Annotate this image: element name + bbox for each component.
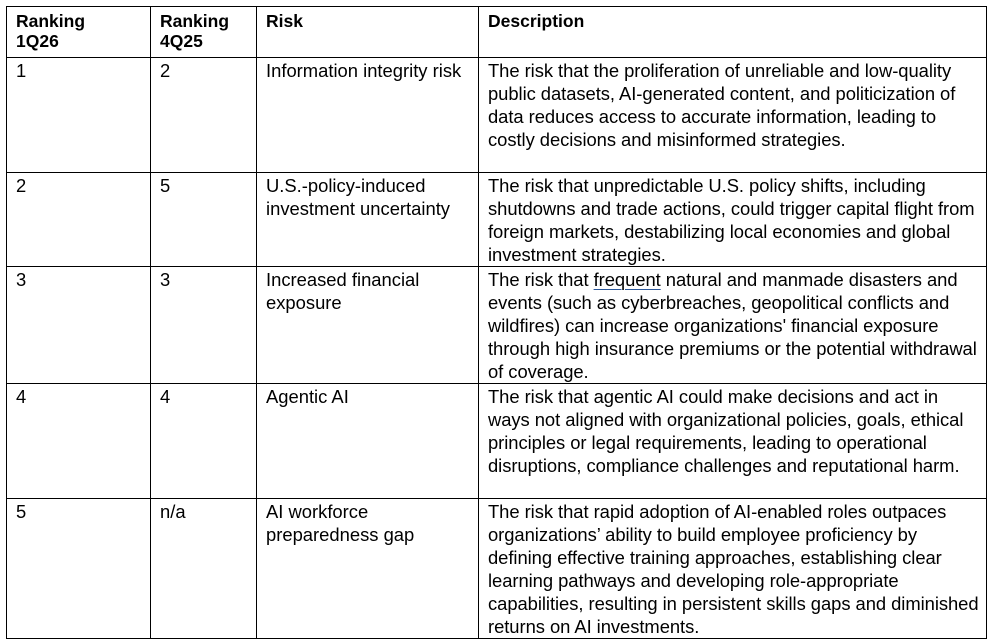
cell-ranking-current: 4 bbox=[7, 384, 151, 499]
header-risk: Risk bbox=[257, 7, 479, 58]
table-row bbox=[7, 499, 987, 639]
cell-ranking-current: 2 bbox=[7, 173, 151, 267]
table-row bbox=[7, 267, 987, 384]
table-row bbox=[7, 384, 987, 499]
table-row bbox=[7, 58, 987, 173]
cell-ranking-previous: 3 bbox=[151, 267, 257, 384]
header-description: Description bbox=[479, 7, 987, 58]
cell-risk: U.S.-policy-induced investment uncertainty bbox=[257, 173, 479, 267]
header-ranking-previous-line2: 4Q25 bbox=[160, 31, 203, 51]
description-text-after: natural and manmade disasters and events (such as cyberbreaches, geopolitical conflicts and wildfires) can increase organizations' financial exposure through high insurance premiums or the potential withdrawal of coverage. bbox=[488, 269, 977, 382]
cell-ranking-previous: 2 bbox=[151, 58, 257, 173]
table-row bbox=[7, 173, 987, 267]
header-ranking-current-line2: 1Q26 bbox=[16, 31, 59, 51]
header-ranking-current bbox=[7, 7, 151, 58]
cell-ranking-previous: 5 bbox=[151, 173, 257, 267]
cell-risk: Information integrity risk bbox=[257, 58, 479, 173]
cell-description bbox=[479, 267, 987, 384]
cell-risk: Increased financial exposure bbox=[257, 267, 479, 384]
cell-ranking-current: 3 bbox=[7, 267, 151, 384]
cell-ranking-current: 1 bbox=[7, 58, 151, 173]
table-header-row bbox=[7, 7, 987, 58]
cell-description: The risk that unpredictable U.S. policy shifts, including shutdowns and trade actions, could trigger capital flight from foreign markets, destabilizing local economies and global investment strategies. bbox=[479, 173, 987, 267]
spellcheck-underlined-word: frequent bbox=[593, 269, 661, 290]
header-ranking-current-line1: Ranking bbox=[16, 11, 86, 31]
cell-risk: AI workforce preparedness gap bbox=[257, 499, 479, 639]
risk-ranking-table bbox=[6, 6, 987, 639]
cell-description: The risk that rapid adoption of AI-enabled roles outpaces organizations’ ability to build employee proficiency by defining effective training approaches, establishing clear learning pathways and developing role-appropriate capabilities, resulting in persistent skills gaps and diminished returns on AI investments. bbox=[479, 499, 987, 639]
header-ranking-previous bbox=[151, 7, 257, 58]
cell-risk: Agentic AI bbox=[257, 384, 479, 499]
cell-ranking-previous: n/a bbox=[151, 499, 257, 639]
cell-ranking-current: 5 bbox=[7, 499, 151, 639]
cell-description: The risk that the proliferation of unreliable and low-quality public datasets, AI-generated content, and politicization of data reduces access to accurate information, leading to costly decisions and misinformed strategies. bbox=[479, 58, 987, 173]
header-ranking-previous-line1: Ranking bbox=[160, 11, 230, 31]
cell-description: The risk that agentic AI could make decisions and act in ways not aligned with organizational policies, goals, ethical principles or legal requirements, leading to operational disruptions, compliance challenges and reputational harm. bbox=[479, 384, 987, 499]
description-text-before: The risk that bbox=[488, 269, 594, 290]
cell-ranking-previous: 4 bbox=[151, 384, 257, 499]
